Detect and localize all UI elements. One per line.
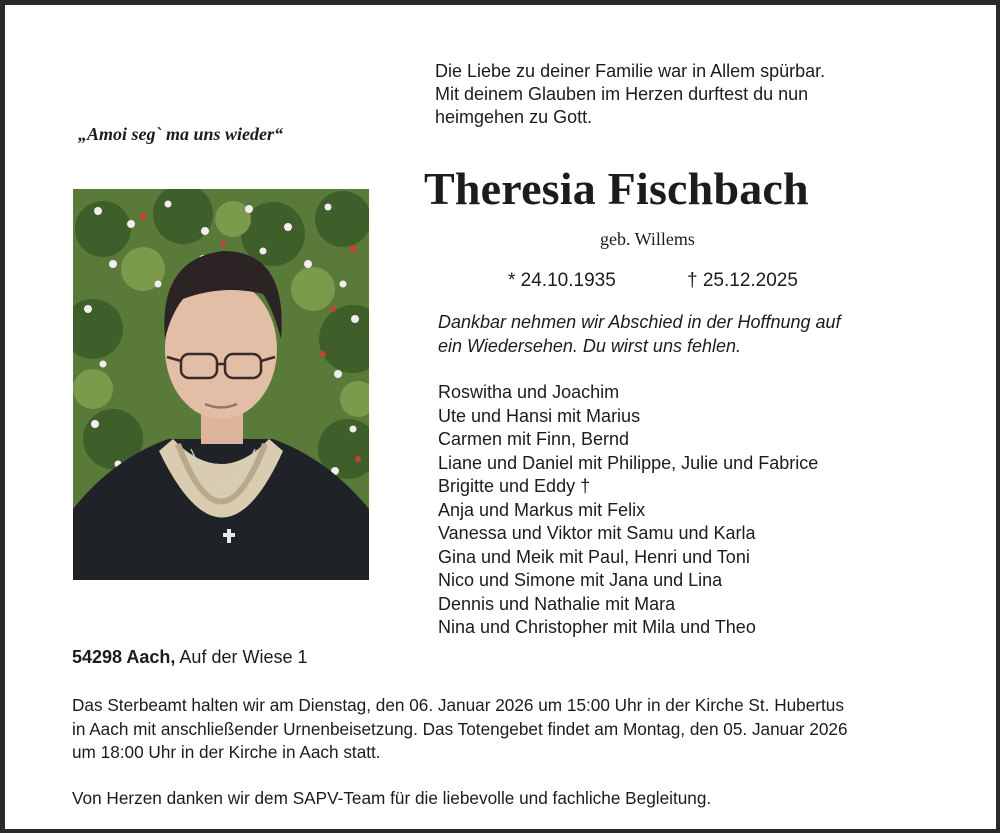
- mourner-entry: Brigitte und Eddy †: [438, 476, 591, 496]
- deceased-name: Theresia Fischbach: [424, 163, 809, 214]
- thanks-text: [438, 310, 841, 358]
- intro-line: Mit deinem Glauben im Herzen durftest du nun: [435, 84, 809, 104]
- mourners-list: [438, 381, 818, 640]
- service-line: in Aach mit anschließender Urnenbeisetzung. Das Totengebet findet am Montag, den 05. Januar 2026: [72, 718, 848, 739]
- mourner-entry: Carmen mit Finn, Bernd: [438, 429, 630, 449]
- family-address: [72, 647, 307, 668]
- motto-quote: „Amoi seg` ma uns wieder“: [78, 124, 284, 144]
- intro-line: Die Liebe zu deiner Familie war in Allem spürbar.: [435, 61, 826, 81]
- mourner-entry: Roswitha und Joachim: [438, 382, 620, 402]
- death-date: † 25.12.2025: [687, 270, 798, 291]
- portrait-photo: [73, 189, 369, 580]
- address-place: 54298 Aach,: [72, 647, 176, 667]
- final-thanks: Von Herzen danken wir dem SAPV-Team für die liebevolle und fachliche Begleitung.: [72, 788, 712, 808]
- address-street: Auf der Wiese 1: [179, 647, 308, 667]
- intro-line: heimgehen zu Gott.: [435, 107, 593, 127]
- mourner-entry: Liane und Daniel mit Philippe, Julie und Fabrice: [438, 452, 819, 473]
- birth-date: * 24.10.1935: [508, 270, 616, 291]
- service-line: um 18:00 Uhr in der Kirche in Aach statt.: [72, 742, 381, 762]
- born-name: geb. Willems: [600, 229, 695, 249]
- service-line: Das Sterbeamt halten wir am Dienstag, den 06. Januar 2026 um 15:00 Uhr in der Kirche St. Hubertus: [72, 695, 844, 715]
- mourner-entry: Ute und Hansi mit Marius: [438, 405, 641, 426]
- thanks-line: Dankbar nehmen wir Abschied in der Hoffnung auf: [438, 312, 841, 332]
- mourner-entry: Nico und Simone mit Jana und Lina: [438, 570, 723, 590]
- mourner-entry: Vanessa und Viktor mit Samu und Karla: [438, 523, 756, 543]
- mourner-entry: Nina und Christopher mit Mila und Theo: [438, 617, 756, 637]
- thanks-line: ein Wiedersehen. Du wirst uns fehlen.: [438, 336, 741, 356]
- mourner-entry: Anja und Markus mit Felix: [438, 499, 646, 520]
- mourner-entry: Gina und Meik mit Paul, Henri und Toni: [438, 546, 750, 567]
- service-info: [72, 694, 972, 765]
- mourner-entry: Dennis und Nathalie mit Mara: [438, 593, 676, 614]
- intro-verse: [435, 60, 825, 129]
